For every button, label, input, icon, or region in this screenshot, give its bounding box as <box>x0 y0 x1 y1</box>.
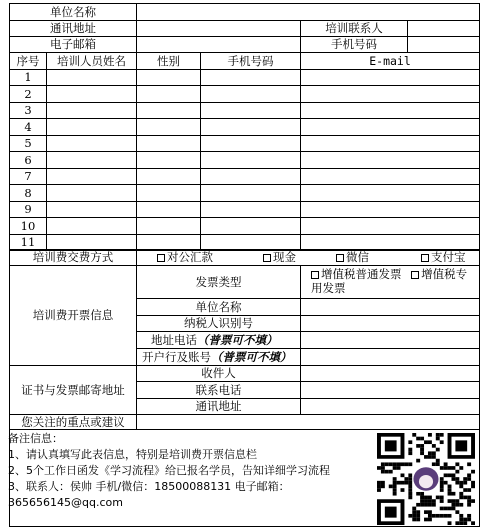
row-number: 9 <box>9 201 47 218</box>
unit-name-label: 单位名称 <box>9 3 137 21</box>
recipient-field[interactable] <box>300 365 480 382</box>
notes-line-1: 1、请认真填写此表信息，特别是培训费开票信息栏 <box>8 448 257 461</box>
checkbox-icon[interactable] <box>421 254 429 262</box>
email-field[interactable] <box>136 36 301 53</box>
taxpayer-id-field[interactable] <box>300 315 480 332</box>
table-cell[interactable] <box>46 135 137 152</box>
unit-name-field[interactable] <box>136 3 480 21</box>
table-cell[interactable] <box>136 184 201 202</box>
payment-option-4[interactable] <box>419 249 480 266</box>
payment-option-label: 对公汇款 <box>167 250 213 264</box>
table-cell[interactable] <box>300 118 480 136</box>
table-cell[interactable] <box>200 201 301 218</box>
invoice-type-options[interactable] <box>300 265 480 299</box>
table-cell[interactable] <box>300 135 480 152</box>
contact-label: 培训联系人 <box>300 20 408 37</box>
payment-option-label: 现金 <box>273 250 296 264</box>
invoice-address-field[interactable] <box>300 331 480 349</box>
table-cell[interactable] <box>46 151 137 169</box>
table-cell[interactable] <box>300 217 480 235</box>
mobile-field[interactable] <box>407 36 480 53</box>
table-cell[interactable] <box>46 184 137 202</box>
col-gender: 性别 <box>136 52 201 70</box>
suggestion-field[interactable] <box>136 414 480 430</box>
table-cell[interactable] <box>200 85 301 103</box>
payment-option-3[interactable] <box>334 249 420 266</box>
table-cell[interactable] <box>200 168 301 185</box>
table-cell[interactable] <box>46 201 137 218</box>
table-cell[interactable] <box>136 85 201 103</box>
table-cell[interactable] <box>300 102 480 119</box>
table-cell[interactable] <box>46 102 137 119</box>
notes-line-2: 2、5个工作日函发《学习流程》给已报名学员，告知详细学习流程 <box>8 464 330 477</box>
row-number: 4 <box>9 118 47 136</box>
suggestion-label: 您关注的重点或建议 <box>9 414 137 430</box>
table-cell[interactable] <box>200 151 301 169</box>
table-cell[interactable] <box>136 135 201 152</box>
invoice-type-option: 增值税普通发票 <box>321 267 402 281</box>
table-cell[interactable] <box>46 118 137 136</box>
table-cell[interactable] <box>46 217 137 235</box>
row-number: 8 <box>9 184 47 202</box>
bank-note: （普票可不填） <box>211 349 292 364</box>
table-cell[interactable] <box>136 102 201 119</box>
row-number: 6 <box>9 151 47 169</box>
mailing-label: 证书与发票邮寄地址 <box>9 365 137 415</box>
payment-option-2[interactable] <box>247 249 335 266</box>
invoice-address-cell <box>136 331 301 349</box>
checkbox-icon[interactable] <box>336 254 344 262</box>
address-field[interactable] <box>136 20 301 37</box>
bank-label: 开户行及账号 <box>142 349 211 364</box>
invoice-type-option: 增值税专用发票 <box>311 267 468 295</box>
table-cell[interactable] <box>136 151 201 169</box>
table-cell[interactable] <box>200 217 301 235</box>
notes-line-3: 3、联系人：侯帅 手机/微信：18500088131 电子邮箱： <box>8 480 290 493</box>
table-cell[interactable] <box>300 85 480 103</box>
bank-cell <box>136 348 301 366</box>
mail-address-label: 通讯地址 <box>136 398 301 415</box>
contact-field[interactable] <box>407 20 480 37</box>
table-cell[interactable] <box>300 69 480 86</box>
row-number: 10 <box>9 217 47 235</box>
table-cell[interactable] <box>136 217 201 235</box>
table-cell[interactable] <box>46 69 137 86</box>
checkbox-icon[interactable] <box>157 254 165 262</box>
table-cell[interactable] <box>200 118 301 136</box>
col-seq: 序号 <box>9 52 47 70</box>
contact-phone-field[interactable] <box>300 381 480 399</box>
payment-option-label: 微信 <box>346 250 369 264</box>
col-phone: 手机号码 <box>200 52 301 70</box>
row-number: 1 <box>9 69 47 86</box>
col-name: 培训人员姓名 <box>46 52 137 70</box>
mobile-label: 手机号码 <box>300 36 408 53</box>
row-number: 11 <box>9 234 47 251</box>
table-cell[interactable] <box>200 69 301 86</box>
qr-code-icon <box>377 433 475 525</box>
table-cell[interactable] <box>46 85 137 103</box>
row-number: 5 <box>9 135 47 152</box>
table-cell[interactable] <box>200 184 301 202</box>
table-cell[interactable] <box>136 69 201 86</box>
col-email: E-mail <box>300 52 480 70</box>
table-cell[interactable] <box>300 184 480 202</box>
row-number: 2 <box>9 85 47 103</box>
checkbox-icon[interactable] <box>411 271 419 279</box>
payment-option-1[interactable] <box>136 249 248 266</box>
notes <box>8 431 374 511</box>
email-label: 电子邮箱 <box>9 36 137 53</box>
payment-label: 培训费交费方式 <box>9 249 137 266</box>
table-cell[interactable] <box>200 102 301 119</box>
mail-address-field[interactable] <box>300 398 480 415</box>
invoice-unit-field[interactable] <box>300 298 480 316</box>
notes-line-4: 365656145@qq.com <box>8 496 123 509</box>
table-cell[interactable] <box>46 168 137 185</box>
recipient-label: 收件人 <box>136 365 301 382</box>
contact-phone-label: 联系电话 <box>136 381 301 399</box>
table-cell[interactable] <box>300 151 480 169</box>
checkbox-icon[interactable] <box>311 271 319 279</box>
row-number: 3 <box>9 102 47 119</box>
table-cell[interactable] <box>300 168 480 185</box>
taxpayer-id-label: 纳税人识别号 <box>136 315 301 332</box>
invoice-label: 培训费开票信息 <box>9 265 137 366</box>
checkbox-icon[interactable] <box>263 254 271 262</box>
invoice-address-label: 地址电话 <box>151 332 197 347</box>
invoice-type-label: 发票类型 <box>136 265 301 299</box>
table-cell[interactable] <box>136 118 201 136</box>
table-cell[interactable] <box>136 168 201 185</box>
table-cell[interactable] <box>136 201 201 218</box>
table-cell[interactable] <box>200 135 301 152</box>
address-label: 通讯地址 <box>9 20 137 37</box>
bank-field[interactable] <box>300 348 480 366</box>
invoice-unit-label: 单位名称 <box>136 298 301 316</box>
table-cell[interactable] <box>300 201 480 218</box>
row-number: 7 <box>9 168 47 185</box>
payment-option-label: 支付宝 <box>431 250 466 264</box>
invoice-address-note: （普票可不填） <box>197 332 278 347</box>
notes-title: 备注信息： <box>8 432 63 445</box>
